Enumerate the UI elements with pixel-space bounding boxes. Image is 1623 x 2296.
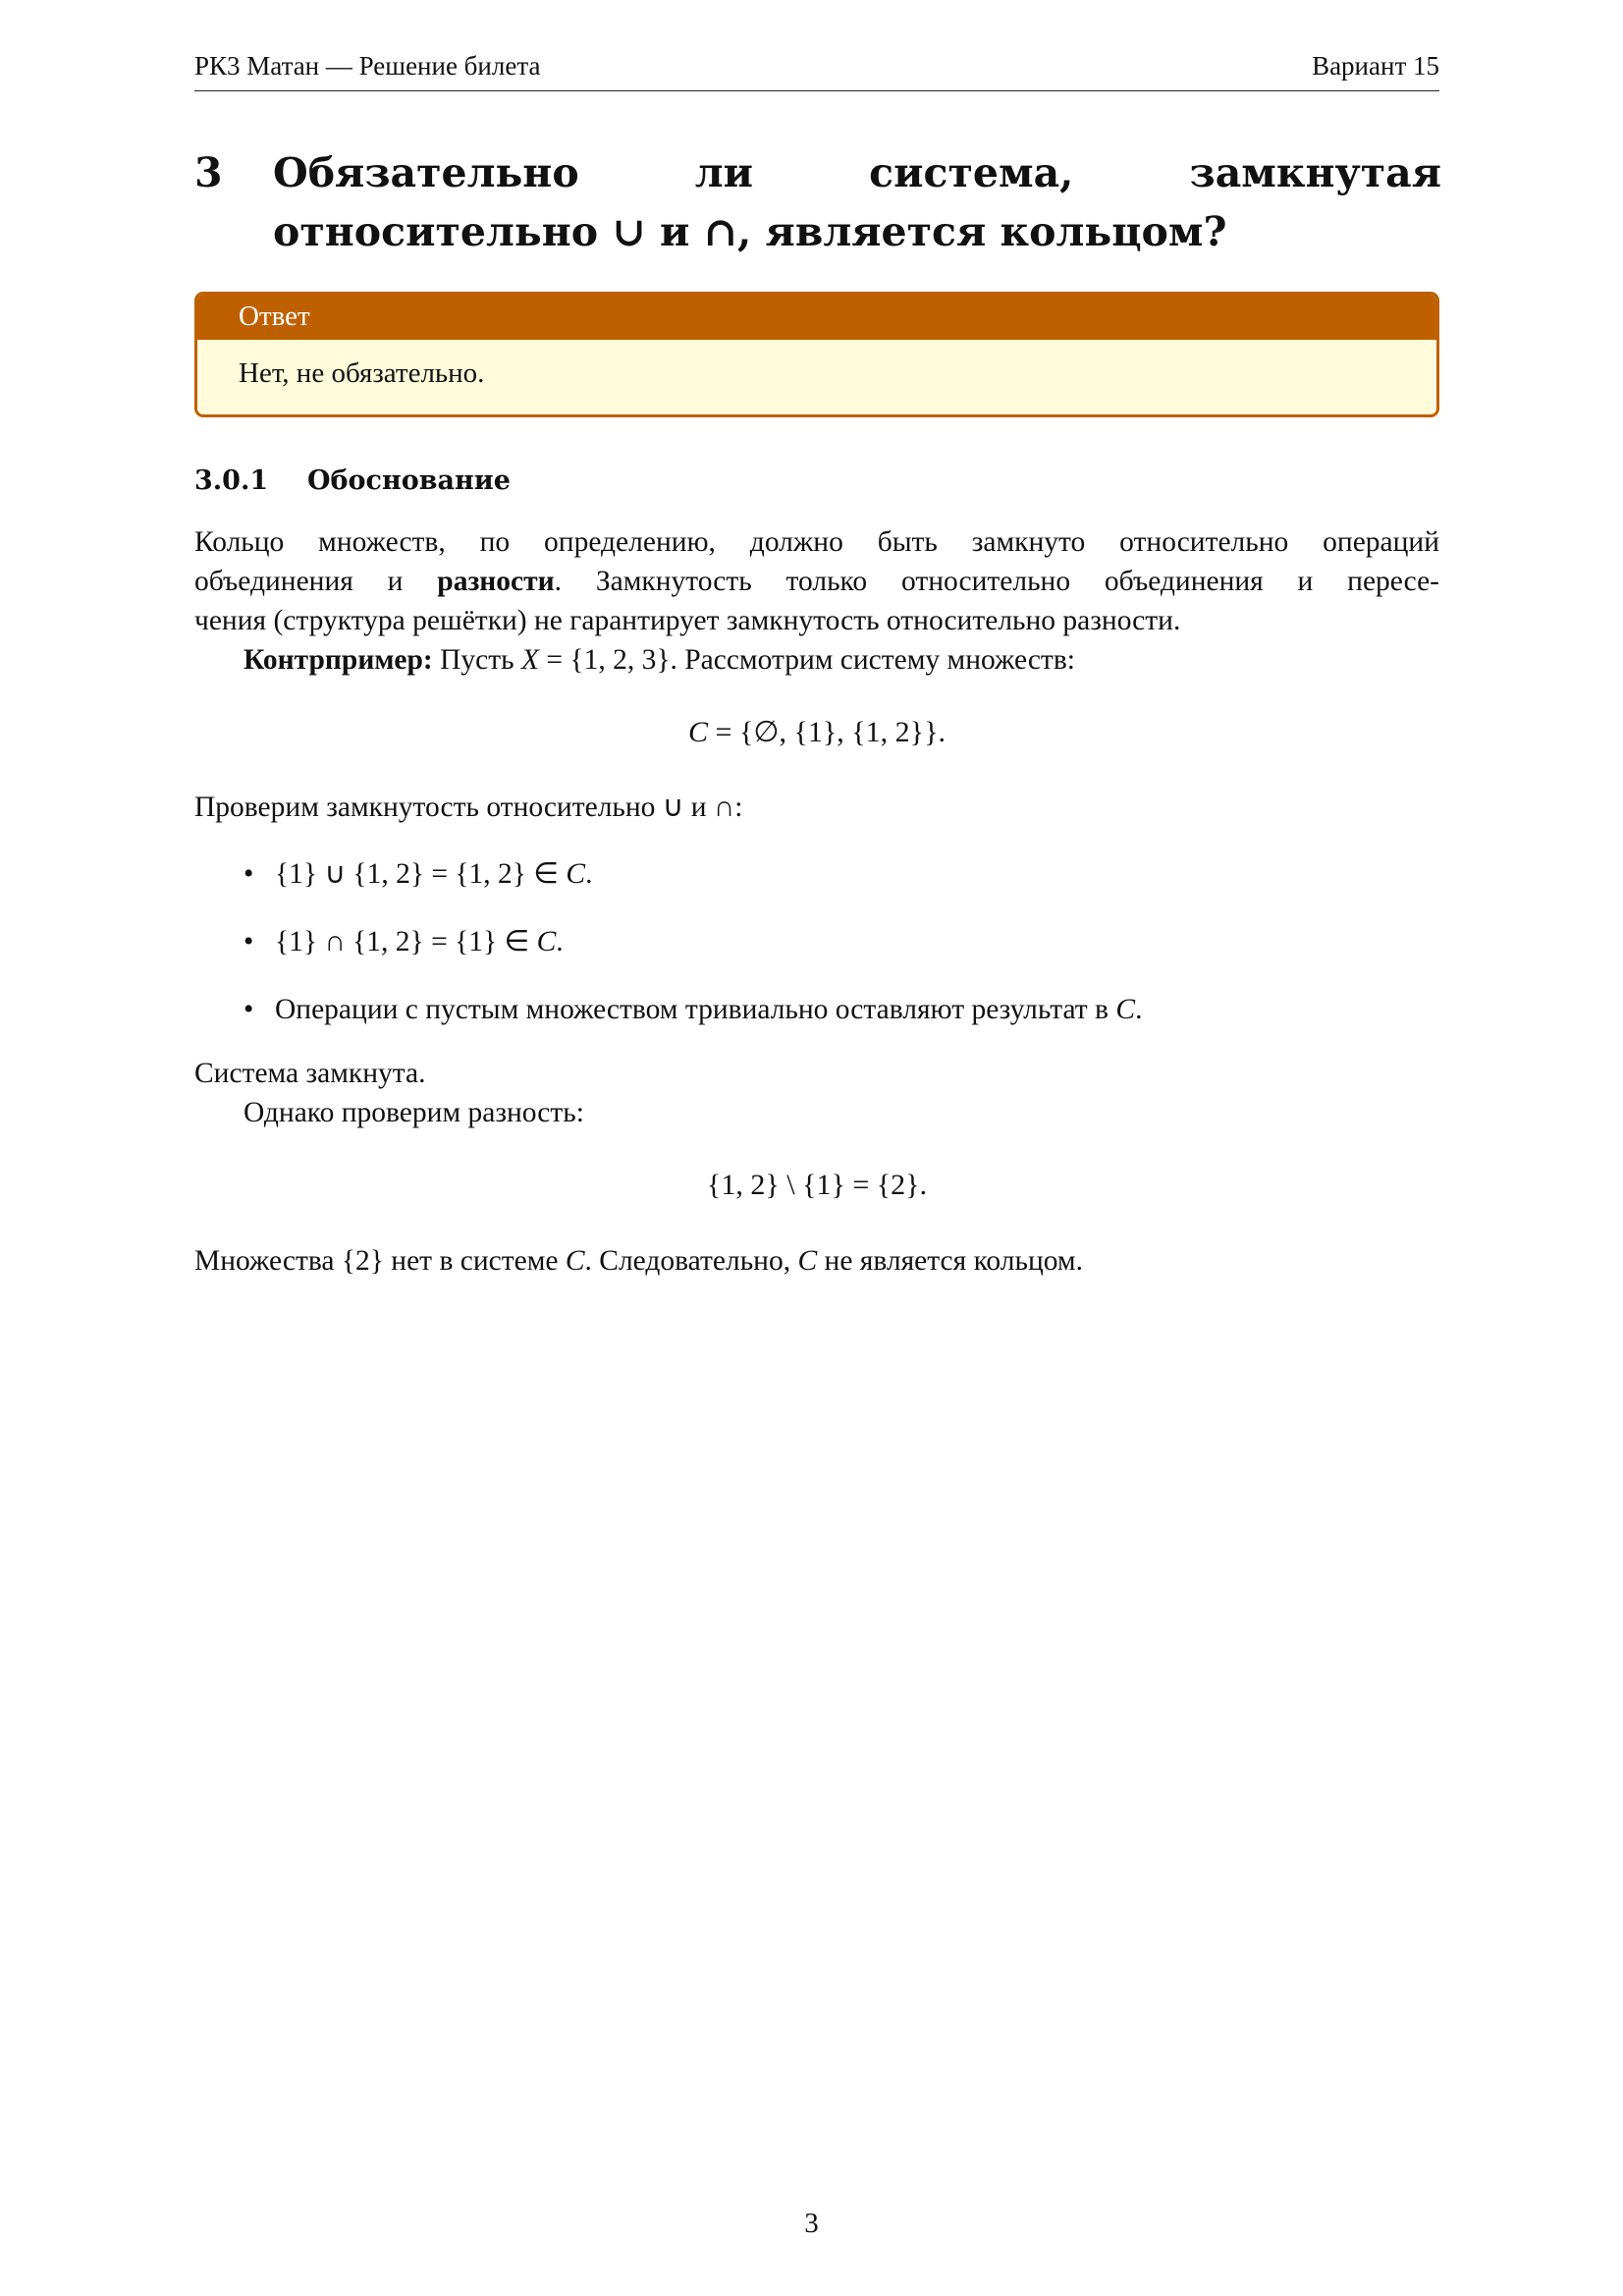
text-fragment: . xyxy=(556,926,564,957)
check-difference-text: Однако проверим разность: xyxy=(243,1097,584,1128)
bullet-icon: • xyxy=(243,994,254,1025)
counterexample-paragraph xyxy=(194,640,1439,680)
text-fragment: Множества {2} нет в системе xyxy=(194,1245,566,1277)
section-title: Обязательно ли система, замкнутая относительно ∪ и ∩, является кольцом? xyxy=(273,149,1441,255)
text-fragment: . Замкнутость только относительно объединения и пересе- xyxy=(554,566,1440,597)
item-text: {1} ∩ {1, 2} = {1} ∈ xyxy=(275,926,537,957)
text-fragment: Пусть xyxy=(432,644,521,676)
list-item xyxy=(194,922,1439,990)
section-heading xyxy=(194,143,1441,261)
math-variable: C xyxy=(536,926,557,957)
text-fragment: объединения и xyxy=(194,566,438,597)
math-variable: C xyxy=(565,1245,585,1277)
bullet-icon: • xyxy=(243,858,254,890)
math-variable: C xyxy=(688,716,709,748)
math-variable: X xyxy=(521,644,540,676)
answer-box-title: Ответ xyxy=(197,295,1436,340)
counterexample-label: Контрпример: xyxy=(243,644,433,676)
display-equation-difference: {1, 2} \ {1} = {2}. xyxy=(706,1169,928,1201)
paragraph-line: Кольцо множеств, по определению, должно быть замкнуто относительно операций xyxy=(194,526,1439,558)
answer-box-body: Нет, не обязательно. xyxy=(239,357,485,389)
text-fragment: . Следовательно, xyxy=(584,1245,798,1277)
subsection-heading xyxy=(194,462,511,501)
closure-check-intro: Проверим замкнутость относительно ∪ и ∩: xyxy=(194,792,743,823)
list-item xyxy=(194,854,1439,922)
bullet-icon: • xyxy=(243,926,254,957)
math-variable: C xyxy=(1115,994,1136,1025)
equation-rhs: = {∅, {1}, {1, 2}}. xyxy=(708,716,946,748)
text-fragment: . xyxy=(1135,994,1143,1025)
item-text: Операции с пустым множеством тривиально оставляют результат в xyxy=(275,994,1116,1025)
math-variable: C xyxy=(566,858,586,890)
item-text: {1} ∪ {1, 2} = {1, 2} ∈ xyxy=(275,858,567,890)
page-number: 3 xyxy=(804,2208,819,2239)
display-equation-system xyxy=(194,713,1439,752)
text-fragment: не является кольцом. xyxy=(817,1245,1083,1277)
answer-box xyxy=(194,292,1439,417)
paragraph-line xyxy=(194,562,1439,601)
header-left-title: РК3 Матан — Решение билета xyxy=(194,51,541,81)
math-variable: C xyxy=(797,1245,818,1277)
emphasis-difference: разности xyxy=(437,566,555,597)
closure-check-list xyxy=(194,854,1439,1058)
subsection-number: 3.0.1 xyxy=(194,465,269,496)
justification-paragraph xyxy=(194,522,1439,640)
header-variant: Вариант 15 xyxy=(1312,51,1439,81)
conclusion-paragraph xyxy=(194,1241,1439,1281)
running-header xyxy=(194,49,1439,91)
text-fragment: = {1, 2, 3}. Рассмотрим систему множеств: xyxy=(539,644,1075,676)
system-closed-text: Система замкнута. xyxy=(194,1058,426,1089)
text-fragment: . xyxy=(585,858,593,890)
list-item xyxy=(194,990,1439,1058)
subsection-title: Обоснование xyxy=(307,465,511,496)
paragraph-line: чения (структура решётки) не гарантирует замкнутость относительно разности. xyxy=(194,605,1181,636)
section-number: 3 xyxy=(194,149,223,196)
